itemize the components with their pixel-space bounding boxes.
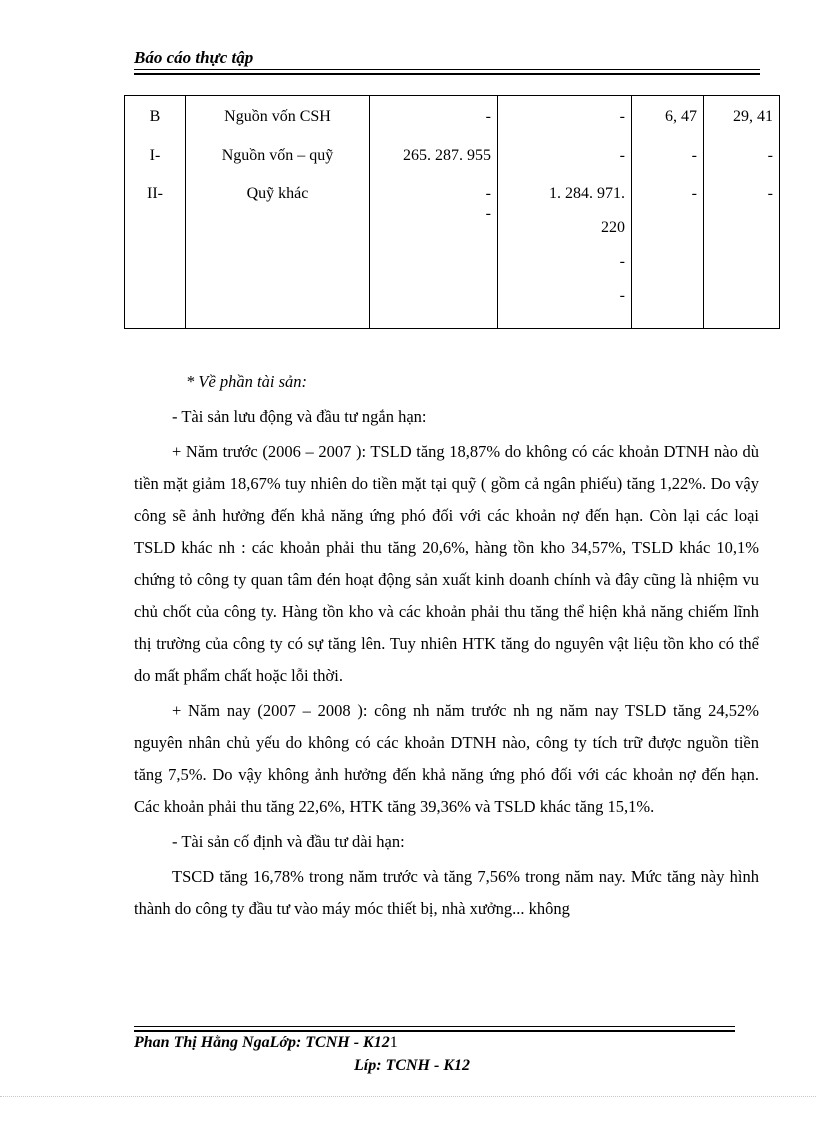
subsection-fixed-assets: - Tài sản cố định và đầu tư dài hạn: (172, 832, 405, 851)
row-col1: - (370, 96, 498, 139)
row-name: Nguồn vốn – quỹ (186, 139, 370, 177)
row-col4: - (704, 177, 780, 329)
footer-class: Líp: TCNH - K12 (354, 1057, 470, 1074)
row-code: I- (125, 139, 186, 177)
document-header-title: Báo cáo thực tập (134, 48, 254, 67)
row-col1: - - (370, 177, 498, 329)
paragraph-prior-year: + Năm trước (2006 – 2007 ): TSLD tăng 18,87% do không có các khoản DTNH nào dù tiền mặt giảm 18,67% tuy nhiên do tiền mặt tại quỹ ( gồm cả ngân phiếu) tăng 1,22%. Do vậy công sẽ ảnh hưởng đến khả năng ứng phó đối với các khoản nợ đến hạn. Còn lại các loại TSLD khác nh : các khoản phải thu tăng 20,6%, hàng tồn kho 34,57%, TSLD khác 10,1% chứng tỏ công ty quan tâm đén hoạt động sản xuất kinh doanh chính và đây cũng là nhiệm vu chủ chốt của công ty. Hàng tồn kho và các khoản phải thu tăng thể hiện khả năng chiếm lĩnh thị trường của công ty có sự tăng lên. Tuy nhiên HTK tăng do nguyên vật liệu tồn kho có thể do mất phẩm chất hoặc lỗi thời. (134, 442, 759, 685)
row-col3: 6, 47 (632, 96, 704, 139)
paragraph-fixed-assets: TSCD tăng 16,78% trong năm trước và tăng 7,56% trong năm nay. Mức tăng này hình thành do công ty đầu tư vào máy móc thiết bị, nhà xưởng... không (134, 867, 759, 918)
row-col1: 265. 287. 955 (370, 139, 498, 177)
balance-table (124, 95, 780, 329)
report-body (134, 366, 759, 928)
row-code: II- (125, 177, 186, 329)
table-row (125, 139, 780, 177)
paragraph-current-year: + Năm nay (2007 – 2008 ): công nh năm trước nh ng năm nay TSLD tăng 24,52% nguyên nhân chủ yếu do không có các khoản DTNH nào, công ty tích trữ được nguồn tiền tăng 7,5%. Do vậy không ảnh hưởng đến khả năng ứng phó đối với các khoản nợ đến hạn. Các khoản phải thu tăng 22,6%, HTK tăng 39,36% và TSLD khác tăng 15,1%. (134, 701, 759, 816)
row-col2: - (498, 96, 632, 139)
row-col4: 29, 41 (704, 96, 780, 139)
row-col4: - (704, 139, 780, 177)
header-divider (134, 69, 760, 75)
row-col3: - (632, 177, 704, 329)
row-col2: 1. 284. 971. 220 - - (498, 177, 632, 329)
footer-author (134, 1034, 398, 1052)
row-name: Nguồn vốn CSH (186, 96, 370, 139)
subsection-current-assets: - Tài sản lưu động và đầu tư ngắn hạn: (172, 407, 427, 426)
page-edge (0, 1096, 816, 1097)
footer-divider (134, 1026, 735, 1032)
section-heading: * Về phần tài sản: (186, 372, 307, 391)
row-col3: - (632, 139, 704, 177)
footer-author-text: Phan Thị Hằng NgaLớp: TCNH - K12 (134, 1034, 390, 1051)
page-number: 1 (389, 1034, 398, 1051)
row-col2: - (498, 139, 632, 177)
table-row (125, 96, 780, 139)
row-code: B (125, 96, 186, 139)
table-row (125, 177, 780, 329)
row-name: Quỹ khác (186, 177, 370, 329)
